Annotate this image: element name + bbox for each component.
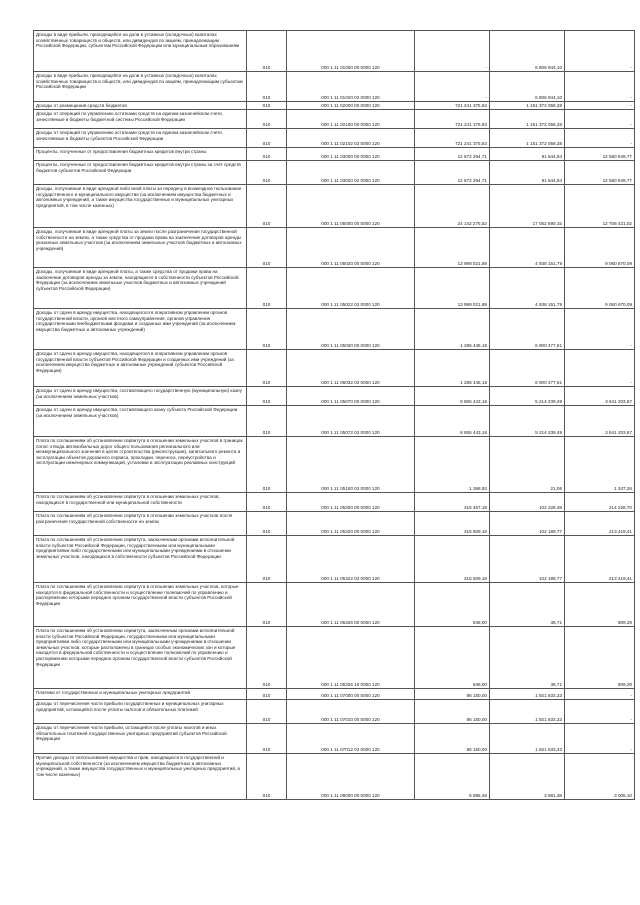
- table-row: [34, 148, 635, 161]
- row-executed-cell: 1 921 833,33: [490, 724, 565, 754]
- row-executed-cell: 17 052 690,15: [490, 185, 565, 228]
- row-executed-cell: 102 189,77: [490, 512, 565, 536]
- row-approved-cell: 6 886,48: [415, 754, 490, 800]
- table-row: [34, 102, 635, 110]
- row-code-cell: 010: [247, 437, 287, 493]
- row-executed-cell: 1 921 833,33: [490, 689, 565, 700]
- row-name-cell: Доходы от сдачи в аренду имущества, составляющего государственную (муниципальную) казну (за исключением земельных участков): [34, 387, 247, 406]
- row-code-cell: 010: [247, 161, 287, 185]
- row-executed-cell: 4 938 151,79: [490, 268, 565, 309]
- row-unexecuted-cell: 809,29: [565, 627, 635, 689]
- row-kbk-cell: 000 1 11 05326 10 0000 120: [287, 627, 415, 689]
- row-unexecuted-cell: 3 641 203,67: [565, 387, 635, 406]
- table-row: [34, 406, 635, 437]
- row-executed-cell: 102 228,48: [490, 493, 565, 512]
- row-unexecuted-cell: 9 060 870,09: [565, 228, 635, 268]
- row-unexecuted-cell: 213 419,41: [565, 536, 635, 583]
- row-name-cell: Доходы, получаемые в виде арендной либо иной платы за передачу в возмездное пользование государственного и муниципального имущества (за исключением имущества бюджетных и автономных учреждений, а также имущества государственных и муниципальных унитарных предприятий, в том числе казенных): [34, 185, 247, 228]
- row-name-cell: Доходы в виде прибыли, приходящейся на доли в уставных (складочных) капиталах хозяйственных товариществ и обществ, или дивидендов по акциям, принадлежащим субъектам Российской Федерации: [34, 72, 247, 102]
- row-code-cell: 010: [247, 110, 287, 129]
- row-executed-cell: 1 151 372 058,38: [490, 102, 565, 110]
- row-unexecuted-cell: 214 228,70: [565, 493, 635, 512]
- row-executed-cell: 6 808 944,10: [490, 31, 565, 72]
- table-row: [34, 110, 635, 129]
- row-approved-cell: 848,00: [415, 627, 490, 689]
- row-name-cell: Доходы от сдачи в аренду имущества, находящегося в оперативном управлении органов государственной власти, органов местного самоуправления, органов управления государственными внебюджетными фондами и созданных ими учреждений (за исключением имущества бюджетных и автономных учреждений): [34, 309, 247, 350]
- row-unexecuted-cell: 12 708 421,02: [565, 185, 635, 228]
- table-row: [34, 536, 635, 583]
- row-code-cell: 010: [247, 536, 287, 583]
- row-code-cell: 010: [247, 700, 287, 724]
- row-executed-cell: 5 214 239,49: [490, 406, 565, 437]
- row-name-cell: Плата по соглашениям об установлении сервитута, заключенным органами исполнительной власти субъектов Российской Федерации, государственными или муниципальными предприятиями либо государственными или муниципальными учреждениями в отношении земельных участков, которые расположены в границах особых экономических зон и которые находятся в федеральной собственности и осуществление полномочий по управлению и распоряжению которыми передано органам государственной власти субъектов Российской Федерации: [34, 627, 247, 689]
- row-name-cell: Доходы от сдачи в аренду имущества, находящегося в оперативном управлении органов государственной власти субъектов Российской Федерации и созданных ими учреждений (за исключением имущества бюджетных и автономных учреждений субъектов Российской Федерации): [34, 350, 247, 387]
- table-row: [34, 724, 635, 754]
- row-kbk-cell: 000 1 11 02102 02 0000 120: [287, 129, 415, 148]
- row-executed-cell: 6 900 477,61: [490, 350, 565, 387]
- row-kbk-cell: 000 1 11 09000 00 0000 120: [287, 754, 415, 800]
- row-kbk-cell: 000 1 11 07000 00 0000 120: [287, 689, 415, 700]
- row-code-cell: 010: [247, 350, 287, 387]
- table-row: [34, 228, 635, 268]
- row-name-cell: Плата по соглашениям об установлении сервитута в отношении земельных участков после разграничения государственной собственности на землю: [34, 512, 247, 536]
- table-row: [34, 700, 635, 724]
- row-executed-cell: 38,71: [490, 627, 565, 689]
- row-name-cell: Плата по соглашениям об установлении сервитута в отношении земельных участков в границах полос отвода автомобильных дорог общего пользования регионального или межмуниципального значения в целях строительства (реконструкции), капитального ремонта и эксплуатации объектов дорожного сервиса, прокладки, переноса, переустройства и эксплуатации инженерных коммуникаций, установки и эксплуатации рекламных конструкций: [34, 437, 247, 493]
- row-executed-cell: 1 151 372 058,38: [490, 129, 565, 148]
- row-unexecuted-cell: -: [565, 102, 635, 110]
- row-unexecuted-cell: 213 419,41: [565, 512, 635, 536]
- row-approved-cell: 316 457,18: [415, 493, 490, 512]
- row-unexecuted-cell: -: [565, 31, 635, 72]
- row-kbk-cell: 000 1 11 05326 00 0000 120: [287, 583, 415, 627]
- row-approved-cell: 721 241 375,82: [415, 110, 490, 129]
- row-unexecuted-cell: -: [565, 700, 635, 724]
- table-row: [34, 268, 635, 309]
- row-name-cell: Доходы в виде прибыли, приходящейся на доли в уставных (складочных) капиталах хозяйственных товариществ и обществ, или дивидендов по акциям, принадлежащим Российской Федерации, субъектам Российской Федерации или муниципальным образованиям: [34, 31, 247, 72]
- row-kbk-cell: 000 1 11 05072 02 0000 120: [287, 406, 415, 437]
- row-executed-cell: 1 921 833,33: [490, 700, 565, 724]
- row-executed-cell: 6 900 477,61: [490, 309, 565, 350]
- table-row: [34, 387, 635, 406]
- row-code-cell: 010: [247, 754, 287, 800]
- row-name-cell: Проценты, полученные от предоставления бюджетных кредитов внутри страны: [34, 148, 247, 161]
- row-kbk-cell: 000 1 11 05070 00 0000 120: [287, 387, 415, 406]
- row-name-cell: Доходы от операций по управлению остатками средств на едином казначейском счете, зачисляемые в бюджеты бюджетной системы Российской Федерации: [34, 110, 247, 129]
- row-approved-cell: 86 150,00: [415, 689, 490, 700]
- row-kbk-cell: 000 1 11 05300 00 0000 120: [287, 493, 415, 512]
- row-name-cell: Прочие доходы от использования имущества и прав, находящихся в государственной и муниципальной собственности (за исключением имущества бюджетных и автономных учреждений, а также имущества государственных и муниципальных унитарных предприятий, в том числе казенных): [34, 754, 247, 800]
- row-unexecuted-cell: -: [565, 689, 635, 700]
- row-unexecuted-cell: -: [565, 724, 635, 754]
- row-name-cell: Доходы от размещения средств бюджетов: [34, 102, 247, 110]
- row-approved-cell: 13 999 021,88: [415, 228, 490, 268]
- table-row: [34, 309, 635, 350]
- row-approved-cell: 315 609,18: [415, 512, 490, 536]
- row-kbk-cell: 000 1 11 05030 00 0000 120: [287, 309, 415, 350]
- revenue-table: [33, 30, 635, 800]
- table-row: [34, 72, 635, 102]
- row-code-cell: 010: [247, 268, 287, 309]
- row-approved-cell: 12 672 294,71: [415, 148, 490, 161]
- row-name-cell: Доходы, получаемые в виде арендной платы, а также средства от продажи права на заключение договоров аренды за земли, находящиеся в собственности субъектов Российской Федерации (за исключением земельных участков бюджетных и автономных учреждений субъектов Российской Федерации): [34, 268, 247, 309]
- row-approved-cell: 86 150,00: [415, 700, 490, 724]
- row-name-cell: Плата по соглашениям об установлении сервитута в отношении земельных участков, которые находятся в федеральной собственности и осуществление полномочий по управлению и распоряжению которыми передано органам государственной власти субъектов Российской Федерации: [34, 583, 247, 627]
- row-approved-cell: 848,00: [415, 583, 490, 627]
- row-name-cell: Доходы от перечисления части прибыли, остающейся после уплаты налогов и иных обязательных платежей государственных унитарных предприятий субъектов Российской Федерации: [34, 724, 247, 754]
- row-code-cell: 010: [247, 512, 287, 536]
- row-kbk-cell: 000 1 11 07010 00 0000 120: [287, 700, 415, 724]
- table-row: [34, 129, 635, 148]
- table-row: [34, 437, 635, 493]
- row-kbk-cell: 000 1 11 07012 02 0000 120: [287, 724, 415, 754]
- row-kbk-cell: 000 1 11 02100 00 0000 120: [287, 110, 415, 129]
- table-row: [34, 512, 635, 536]
- row-executed-cell: 6 808 944,10: [490, 72, 565, 102]
- row-approved-cell: 24 142 275,52: [415, 185, 490, 228]
- row-unexecuted-cell: 3 641 203,67: [565, 406, 635, 437]
- row-code-cell: 010: [247, 148, 287, 161]
- table-row: [34, 493, 635, 512]
- row-approved-cell: 86 150,00: [415, 724, 490, 754]
- table-row: [34, 689, 635, 700]
- row-executed-cell: 1 151 372 058,38: [490, 110, 565, 129]
- row-approved-cell: 1 368,82: [415, 437, 490, 493]
- row-unexecuted-cell: 3 005,10: [565, 754, 635, 800]
- row-code-cell: 010: [247, 493, 287, 512]
- row-unexecuted-cell: -: [565, 110, 635, 129]
- row-executed-cell: 91 644,94: [490, 148, 565, 161]
- row-code-cell: 010: [247, 689, 287, 700]
- row-kbk-cell: 000 1 11 05032 02 0000 120: [287, 350, 415, 387]
- row-executed-cell: 5 214 239,49: [490, 387, 565, 406]
- row-code-cell: 010: [247, 72, 287, 102]
- row-code-cell: 010: [247, 406, 287, 437]
- row-code-cell: 010: [247, 309, 287, 350]
- row-kbk-cell: 000 1 11 03020 02 0000 120: [287, 161, 415, 185]
- row-approved-cell: -: [415, 31, 490, 72]
- table-row: [34, 754, 635, 800]
- row-approved-cell: 8 855 443,16: [415, 387, 490, 406]
- row-kbk-cell: 000 1 11 03000 00 0000 120: [287, 148, 415, 161]
- row-name-cell: Доходы от сдачи в аренду имущества, составляющего казну субъекта Российской Федерации (за исключением земельных участков): [34, 406, 247, 437]
- row-unexecuted-cell: 12 580 649,77: [565, 161, 635, 185]
- row-code-cell: 010: [247, 583, 287, 627]
- table-body: [34, 31, 635, 800]
- row-unexecuted-cell: -: [565, 350, 635, 387]
- row-kbk-cell: 000 1 11 05000 00 0000 120: [287, 185, 415, 228]
- row-executed-cell: 21,06: [490, 437, 565, 493]
- row-code-cell: 010: [247, 185, 287, 228]
- row-code-cell: 010: [247, 228, 287, 268]
- row-unexecuted-cell: -: [565, 72, 635, 102]
- row-name-cell: Плата по соглашениям об установлении сервитута, заключенным органами исполнительной власти субъектов Российской Федерации, государственными или муниципальными предприятиями либо государственными или муниципальными учреждениями в отношении земельных участков, находящихся в собственности субъектов Российской Федерации: [34, 536, 247, 583]
- row-approved-cell: -: [415, 72, 490, 102]
- row-kbk-cell: 000 1 11 01020 02 0000 120: [287, 72, 415, 102]
- row-approved-cell: 315 609,18: [415, 536, 490, 583]
- row-unexecuted-cell: 1 347,26: [565, 437, 635, 493]
- table-row: [34, 161, 635, 185]
- row-executed-cell: 38,71: [490, 583, 565, 627]
- row-executed-cell: 91 644,94: [490, 161, 565, 185]
- row-unexecuted-cell: -: [565, 309, 635, 350]
- row-kbk-cell: 000 1 11 05022 02 0000 120: [287, 268, 415, 309]
- row-kbk-cell: 000 1 11 05322 02 0000 120: [287, 536, 415, 583]
- row-executed-cell: 3 881,38: [490, 754, 565, 800]
- row-approved-cell: 1 286 445,18: [415, 309, 490, 350]
- row-approved-cell: 13 999 021,88: [415, 268, 490, 309]
- row-kbk-cell: 000 1 11 02000 00 0000 120: [287, 102, 415, 110]
- row-code-cell: 010: [247, 129, 287, 148]
- table-row: [34, 583, 635, 627]
- row-name-cell: Проценты, полученные от предоставления бюджетных кредитов внутри страны за счет средств бюджетов субъектов Российской Федерации: [34, 161, 247, 185]
- table-row: [34, 31, 635, 72]
- row-code-cell: 010: [247, 627, 287, 689]
- row-name-cell: Платежи от государственных и муниципальных унитарных предприятий: [34, 689, 247, 700]
- row-kbk-cell: 000 1 11 05100 02 0000 120: [287, 437, 415, 493]
- row-unexecuted-cell: 12 580 649,77: [565, 148, 635, 161]
- row-name-cell: Доходы от операций по управлению остатками средств на едином казначейском счете, зачисляемые в бюджеты субъектов Российской Федерации: [34, 129, 247, 148]
- row-approved-cell: 721 241 375,82: [415, 102, 490, 110]
- row-kbk-cell: 000 1 11 05020 00 0000 120: [287, 228, 415, 268]
- row-executed-cell: 4 938 151,79: [490, 228, 565, 268]
- row-name-cell: Плата по соглашениям об установлении сервитута в отношении земельных участков, находящихся в государственной или муниципальной собственности: [34, 493, 247, 512]
- row-approved-cell: 721 241 375,82: [415, 129, 490, 148]
- row-approved-cell: 12 672 294,71: [415, 161, 490, 185]
- row-unexecuted-cell: -: [565, 129, 635, 148]
- row-code-cell: 010: [247, 387, 287, 406]
- row-kbk-cell: 000 1 11 01000 00 0000 120: [287, 31, 415, 72]
- row-executed-cell: 102 189,77: [490, 536, 565, 583]
- row-name-cell: Доходы от перечисления части прибыли государственных и муниципальных унитарных предприятий, остающейся после уплаты налогов и обязательных платежей: [34, 700, 247, 724]
- table-row: [34, 350, 635, 387]
- row-code-cell: 010: [247, 31, 287, 72]
- row-code-cell: 010: [247, 102, 287, 110]
- row-name-cell: Доходы, получаемые в виде арендной платы за земли после разграничения государственной собственности на землю, а также средства от продажи права на заключение договоров аренды указанных земельных участков (за исключением земельных участков бюджетных и автономных учреждений): [34, 228, 247, 268]
- table-row: [34, 185, 635, 228]
- row-approved-cell: 8 855 443,16: [415, 406, 490, 437]
- row-unexecuted-cell: 809,29: [565, 583, 635, 627]
- row-approved-cell: 1 286 445,18: [415, 350, 490, 387]
- table-row: [34, 627, 635, 689]
- row-code-cell: 010: [247, 724, 287, 754]
- row-kbk-cell: 000 1 11 05320 00 0000 120: [287, 512, 415, 536]
- row-unexecuted-cell: 9 060 870,09: [565, 268, 635, 309]
